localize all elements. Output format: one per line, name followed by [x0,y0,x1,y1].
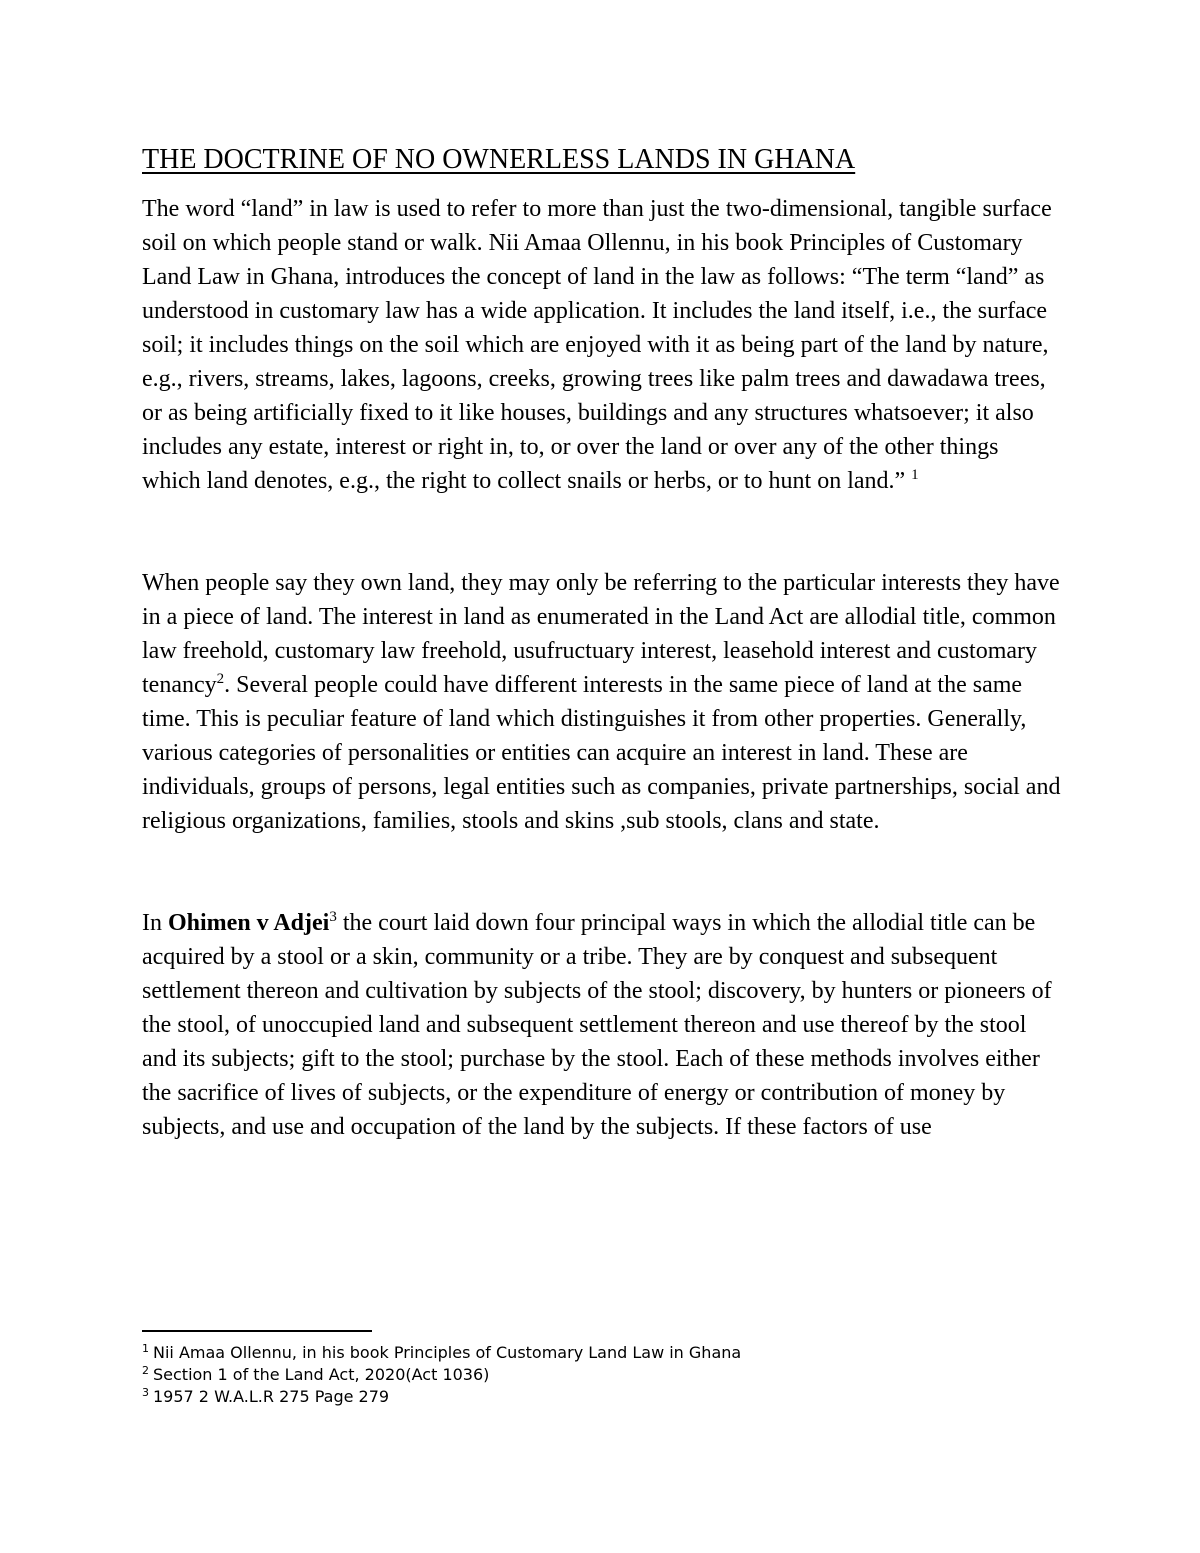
case-name: Ohimen v Adjei [168,910,330,936]
footnote-number: 1 [142,1341,149,1355]
paragraph-text: the court laid down four principal ways in which the allodial title can be acquired by a stool or a skin, community or a tribe. They are by conquest and subsequent settlement thereon and cultivation by subjects of the stool; discovery, by hunters or pioneers of the stool, of unoccupied land and subsequent settlement thereon and use thereof by the stool and its subjects; gift to the stool; purchase by the stool. Each of these methods involves either the sacrifice of lives of subjects, or the expenditure of energy or contribution of money by subjects, and use and occupation of the land by the subjects. If these factors of use [142,910,1052,1140]
footnote-ref-1: 1 [911,467,919,483]
paragraph-spacer [142,498,1062,566]
paragraph-text: The word “land” in law is used to refer to more than just the two-dimensional, tangible surface soil on which people stand or walk. Nii Amaa Ollennu, in his book Principles of Customary Land Law in Ghana, introduces the concept of land in the law as follows: “The term “land” as understood in customary law has a wide application. It includes the land itself, i.e., the surface soil; it includes things on the soil which are enjoyed with it as being part of the land by nature, e.g., rivers, streams, lakes, lagoons, creeks, growing trees like palm trees and dawadawa trees, or as being artificially fixed to it like houses, buildings and any structures whatsoever; it also includes any estate, interest or right in, to, or over the land or over any of the other things which land denotes, e.g., the right to collect snails or herbs, or to hunt on land.” [142,196,1052,494]
footnote-text: Nii Amaa Ollennu, in his book Principles of Customary Land Law in Ghana [153,1343,742,1362]
footnote-2 [142,1364,1062,1386]
paragraph-interests-in-land [142,566,1062,838]
footnote-text: Section 1 of the Land Act, 2020(Act 1036) [153,1365,490,1384]
document-title: THE DOCTRINE OF NO OWNERLESS LANDS IN GHANA [142,144,856,175]
footnote-number: 3 [142,1385,149,1399]
footnote-1 [142,1342,1062,1364]
paragraph-text: In [142,910,168,936]
footnote-ref-3: 3 [329,909,337,925]
paragraph-text: . Several people could have different interests in the same piece of land at the same time. This is peculiar feature of land which distinguishes it from other properties. Generally, various categories of personalities or entities can acquire an interest in land. These are individuals, groups of persons, legal entities such as companies, private partnerships, social and religious organizations, families, stools and skins ,sub stools, clans and state. [142,672,1061,834]
paragraph-allodial-title [142,906,1062,1144]
footnote-separator [142,1330,372,1332]
footnote-ref-2: 2 [216,671,225,687]
footnote-number: 2 [142,1363,149,1377]
footnote-text: 1957 2 W.A.L.R 275 Page 279 [153,1387,390,1406]
footnote-3 [142,1386,1062,1408]
paragraph-text: When people say they own land, they may only be referring to the particular interests they have in a piece of land. The interest in land as enumerated in the Land Act are allodial title, common law freehold, customary law freehold, usufructuary interest, leasehold interest and customary tenancy [142,570,1060,698]
paragraph-land-definition [142,192,1062,498]
paragraph-spacer [142,838,1062,906]
document-body [142,142,1062,1144]
footnotes-section [142,1330,1062,1408]
